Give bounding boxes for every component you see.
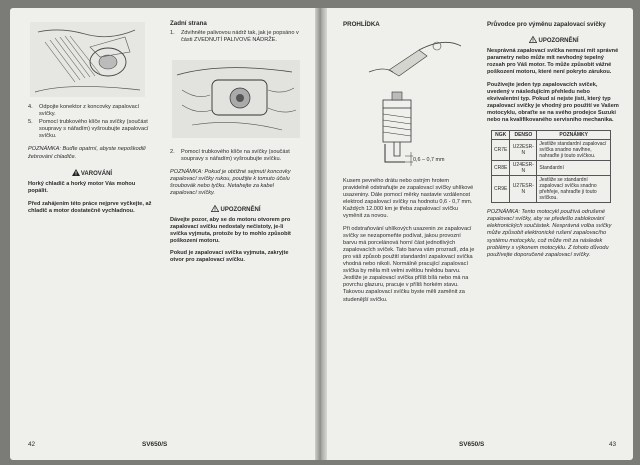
inspection-title: PROHLÍDKA <box>343 21 380 28</box>
warning-icon <box>72 169 80 176</box>
note-radiator: POZNÁMKA: Buďte opatrní, abyste nepoškodili žebrování chladiče. <box>28 146 146 160</box>
warning-text: Horký chladič a horký motor Vás mohou popálit. <box>28 180 136 194</box>
table-row <box>492 140 611 161</box>
page-number-right: 43 <box>609 441 617 448</box>
spark-plug-gap-illustration <box>349 32 474 170</box>
list-item <box>170 30 302 44</box>
table-cell: Jestliže se standardní zapalovací svíčka snadno přehřeje, nahraďte ji touto svíčkou. <box>537 176 611 203</box>
step-number: 2. <box>170 149 175 155</box>
step-text: Pomocí trubkového klíče na svíčky (součást soupravy s nářadím) vyšroubujte svíčku. <box>181 149 290 163</box>
table-row <box>492 176 611 203</box>
guide-title: Průvodce pro výměnu zapalovací svíčky <box>487 21 606 28</box>
spark-plug-front-illustration <box>30 22 145 97</box>
removal-steps-rear-2 <box>170 149 302 163</box>
list-item <box>28 119 156 140</box>
right-column-1 <box>343 21 475 31</box>
model-label-right: SV650/S <box>459 441 485 448</box>
caution-icon <box>529 36 537 43</box>
step-number: 4. <box>28 104 33 110</box>
column-header-denso: DENSO <box>510 131 537 140</box>
list-item <box>170 149 302 163</box>
spark-plug-table <box>491 130 611 203</box>
model-label-left: SV650/S <box>142 441 168 448</box>
caution-text-right-2: Používejte jeden typ zapalovacích svíček, uvedený v následujícím přehledu nebo ekvivalentní typ. Pokud si nejste jisti, který typ zapalovací svíčky je vhodný pro použití ve Vašem motocyklu, obraťte se na svého prodejce Suzuki nebo na kvalifikovaného servisního mechanika. <box>487 81 619 124</box>
table-cell: CR7E <box>492 140 510 161</box>
left-page <box>10 8 315 460</box>
table-header-row <box>492 131 611 140</box>
gap-label: 0,6 – 0,7 mm <box>413 157 445 163</box>
column-header-ngk: NGK <box>492 131 510 140</box>
column-header-notes: POZNÁMKY <box>537 131 611 140</box>
right-column-2 <box>487 21 621 263</box>
warning-title: VAROVÁNÍ <box>80 170 113 177</box>
right-column-1b <box>343 178 475 308</box>
warning-text-2: Před zahájením této práce nejprve vyčkejte, až chladič a motor dostatečně vychladnou. <box>28 200 152 215</box>
removal-steps-rear-1 <box>170 30 302 44</box>
caution-text-right: Nesprávná zapalovací svíčka nemusí mít správné parametry nebo může mít nevhodný tepelný rozsah pro Váš motor. To může způsobit vážné poškození motoru, které není pokryto zárukou. <box>487 48 619 76</box>
right-page <box>327 8 633 460</box>
table-cell: U22ESR-N <box>510 140 537 161</box>
caution-text: Dávejte pozor, aby se do motoru otvorem pro zapalovací svíčku nedostaly nečistoty, je-li svíčka vyjmuta, protože by to mohlo způsobit poškození motoru. <box>170 216 291 244</box>
table-cell: U24ESR-N <box>510 161 537 176</box>
step-number: 1. <box>170 30 175 37</box>
removal-steps-front <box>28 104 156 140</box>
caution-heading <box>170 205 302 214</box>
spark-plug-rear-illustration <box>172 60 300 138</box>
list-item <box>28 104 156 118</box>
warning-heading <box>28 169 156 178</box>
caution-title-right: UPOZORNĚNÍ <box>538 38 579 45</box>
left-column-2 <box>170 20 302 45</box>
note-plug-cap: POZNÁMKA: Pokud je obtížné sejmutí koncovky zapalovací svíčky rukou, použijte k tomuto účelu šroubovák nebo tyčku. Netahejte za kabel zapalovací svíčky. <box>170 169 291 197</box>
step-text: Pomocí trubkového klíče na svíčky (součást soupravy s nářadím) vyšroubujte zapalovací svíčku. <box>39 119 149 140</box>
note-resistor-plugs: POZNÁMKA: Tento motocykl používá odrušené zapalovací svíčky, aby se předešlo zablokování elektronických součástek. Nesprávná volba svíčky může způsobit elektronické rušení zapalovacího systému motocyklu, což může mít za následek problémy s výkonem motocyklu. Z tohoto důvodu používejte doporučené zapalovací svíčky. <box>487 209 612 258</box>
book-spine <box>315 8 327 460</box>
caution-heading-right <box>487 36 621 45</box>
step-text: Zdvihněte palivovou nádrž tak, jak je popsáno v části ZVEDNUTÍ PALIVOVÉ NÁDRŽE. <box>181 30 299 44</box>
step-number: 5. <box>28 119 33 126</box>
table-cell: U27ESR-N <box>510 176 537 203</box>
table-cell: Jestliže standardní zapalovací svíčka snadno navlhne, nahraďte ji touto svíčkou. <box>537 140 611 161</box>
caution-text-2: Pokud je zapalovací svíčka vyjmuta, zakryjte otvor pro zapalovací svíčku. <box>170 250 289 264</box>
table-cell: CR8E <box>492 161 510 176</box>
caution-icon <box>211 205 219 212</box>
inspection-text-2: Při odstraňování uhlíkových usazenin ze zapalovací svíčky se nezapomeňte podívat, jakou provozní barvu má porcelánová horní část jednotlivých zapalovacích svíček. Tato barva vám prozradí, zda je pro váš způsob použití standardní zapalovací svíčka vhodná nebo nikoli. Normálně pracující zapalovací svíčka by měla mít velmi světlou hnědou barvu. Jestliže je zapalovací svíčka příliš bílá nebo má na povrchu glazuru, pracuje v příliš horkém stavu. Takovou zapalovací svíčku byste měli zaměnit za studenější svíčku. <box>343 225 475 303</box>
rear-side-title: Zadní strana <box>170 20 207 27</box>
page-number-left: 42 <box>28 441 36 448</box>
caution-title: UPOZORNĚNÍ <box>220 206 261 213</box>
table-cell: CR9E <box>492 176 510 203</box>
table-cell: Standardní <box>537 161 611 176</box>
table-row <box>492 161 611 176</box>
left-column-1 <box>28 104 156 219</box>
inspection-text-1: Kusem pevného drátu nebo ostrým hrotem pravidelně odstraňujte ze zapalovací svíčky uhlíkové usazeniny. Dále pomocí měrky nastavte vzdálenost elektrod zapalovací svíčky na hodnotu 0,6 - 0,7 mm. Každých 12.000 km je třeba zapalovací svíčku vyměnit za novou. <box>343 178 474 220</box>
step-text: Odpojte konektor z koncovky zapalovací svíčky. <box>39 104 140 118</box>
left-column-2b <box>170 149 302 268</box>
